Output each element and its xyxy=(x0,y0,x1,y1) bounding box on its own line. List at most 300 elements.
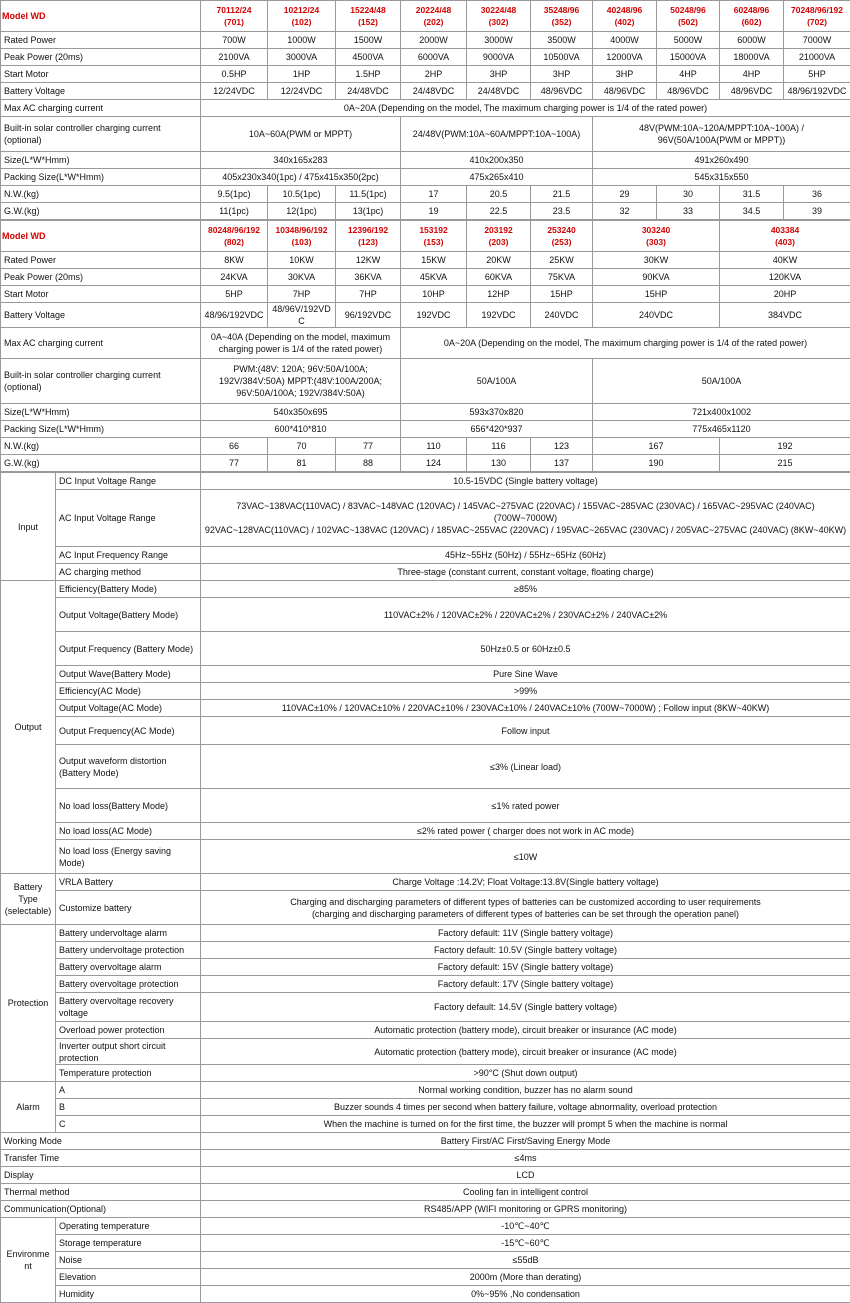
cell: 700W xyxy=(201,32,268,49)
cell: 12000VA xyxy=(593,49,657,66)
gw-row xyxy=(1,203,850,220)
spec-row xyxy=(1,823,850,840)
cell: 192VDC xyxy=(467,303,531,328)
cell: 240VDC xyxy=(593,303,720,328)
spec-row xyxy=(1,1167,850,1184)
cell: 4500VA xyxy=(336,49,401,66)
cell: 775x465x1120 xyxy=(593,421,850,438)
nw-row xyxy=(1,186,850,203)
row-label: Communication(Optional) xyxy=(1,1201,201,1218)
battery-voltage-row xyxy=(1,83,850,100)
cell: 5HP xyxy=(784,66,850,83)
row-label: Output Wave(Battery Mode) xyxy=(56,666,201,683)
start-motor-row xyxy=(1,66,850,83)
model-cell: 35248/96 (352) xyxy=(531,1,593,32)
cell: 190 xyxy=(593,455,720,472)
spec-row xyxy=(1,490,850,547)
model-cell: 403384 (403) xyxy=(720,221,850,252)
cell: Factory default: 15V (Single battery voltage) xyxy=(201,959,850,976)
cell: 48V(PWM:10A~120A/MPPT:10A~100A) / 96V(50A/100A(PWM or MPPT)) xyxy=(593,117,850,152)
cell: 30KVA xyxy=(268,269,336,286)
solar-row xyxy=(1,117,850,152)
cell: 75KVA xyxy=(531,269,593,286)
cell: 30 xyxy=(657,186,720,203)
spec-row xyxy=(1,683,850,700)
section-label-environment: Environment xyxy=(1,1218,56,1303)
model-cell: 10348/96/192 (103) xyxy=(268,221,336,252)
row-label: AC Input Frequency Range xyxy=(56,547,201,564)
cell: 215 xyxy=(720,455,850,472)
model-cell: 15224/48 (152) xyxy=(336,1,401,32)
spec-row xyxy=(1,564,850,581)
spec-row xyxy=(1,581,850,598)
cell: 19 xyxy=(401,203,467,220)
row-label: DC Input Voltage Range xyxy=(56,473,201,490)
cell: 21.5 xyxy=(531,186,593,203)
cell: 120KVA xyxy=(720,269,850,286)
cell: 491x260x490 xyxy=(593,152,850,169)
spec-row xyxy=(1,717,850,745)
cell: -15℃~60℃ xyxy=(201,1235,850,1252)
row-label: Inverter output short circuit protection xyxy=(56,1039,201,1065)
rated-power-row xyxy=(1,252,850,269)
section-label-battery-type: Battery Type (selectable) xyxy=(1,874,56,925)
cell: ≤3% (Linear load) xyxy=(201,745,850,789)
row-label: Efficiency(AC Mode) xyxy=(56,683,201,700)
row-label: Thermal method xyxy=(1,1184,201,1201)
cell: 3HP xyxy=(531,66,593,83)
cell: RS485/APP (WIFI monitoring or GPRS monitoring) xyxy=(201,1201,850,1218)
spec-row xyxy=(1,1201,850,1218)
cell: 45Hz~55Hz (50Hz) / 55Hz~65Hz (60Hz) xyxy=(201,547,850,564)
cell: 29 xyxy=(593,186,657,203)
cell: 12(1pc) xyxy=(268,203,336,220)
cell: 475x265x410 xyxy=(401,169,593,186)
cell: >99% xyxy=(201,683,850,700)
row-label: Built-in solar controller charging current (optional) xyxy=(1,359,201,404)
cell: 2HP xyxy=(401,66,467,83)
spec-row xyxy=(1,666,850,683)
row-label: Efficiency(Battery Mode) xyxy=(56,581,201,598)
spec-row xyxy=(1,473,850,490)
cell: 48/96VDC xyxy=(531,83,593,100)
cell: 0.5HP xyxy=(201,66,268,83)
model-cell: 20224/48 (202) xyxy=(401,1,467,32)
model-cell: 153192 (153) xyxy=(401,221,467,252)
cell: Charge Voltage :14.2V; Float Voltage:13.8V(Single battery voltage) xyxy=(201,874,850,891)
peak-power-row xyxy=(1,269,850,286)
row-label: Size(L*W*Hmm) xyxy=(1,152,201,169)
cell: 721x400x1002 xyxy=(593,404,850,421)
cell: 4HP xyxy=(657,66,720,83)
cell: 60KVA xyxy=(467,269,531,286)
spec-table-common xyxy=(0,472,850,1303)
row-label: C xyxy=(56,1116,201,1133)
cell: 25KW xyxy=(531,252,593,269)
cell: 3500W xyxy=(531,32,593,49)
cell: 20KW xyxy=(467,252,531,269)
cell: 12/24VDC xyxy=(268,83,336,100)
cell: 50A/100A xyxy=(401,359,593,404)
spec-row xyxy=(1,1022,850,1039)
cell: ≤55dB xyxy=(201,1252,850,1269)
cell: 15HP xyxy=(593,286,720,303)
cell: Charging and discharging parameters of different types of batteries can be customized according to user requirements (charging and discharging parameters of different types of batteries can be set through the operation panel) xyxy=(201,891,850,925)
cell: 10HP xyxy=(401,286,467,303)
model-cell: 253240 (253) xyxy=(531,221,593,252)
cell: 7HP xyxy=(336,286,401,303)
cell: 137 xyxy=(531,455,593,472)
section-label-protection: Protection xyxy=(1,925,56,1082)
spec-row xyxy=(1,1184,850,1201)
spec-row xyxy=(1,547,850,564)
cell: 39 xyxy=(784,203,850,220)
cell: 1HP xyxy=(268,66,336,83)
cell: 11.5(1pc) xyxy=(336,186,401,203)
spec-row xyxy=(1,891,850,925)
cell: 3000W xyxy=(467,32,531,49)
row-label: Battery Voltage xyxy=(1,83,201,100)
model-label: Model WD xyxy=(1,221,201,252)
row-label: Size(L*W*Hmm) xyxy=(1,404,201,421)
size-row xyxy=(1,404,850,421)
cell: 81 xyxy=(268,455,336,472)
cell: 10.5-15VDC (Single battery voltage) xyxy=(201,473,850,490)
model-cell: 12396/192 (123) xyxy=(336,221,401,252)
cell: 240VDC xyxy=(531,303,593,328)
cell: Cooling fan in intelligent control xyxy=(201,1184,850,1201)
cell: 540x350x695 xyxy=(201,404,401,421)
cell: 110 xyxy=(401,438,467,455)
row-label: Rated Power xyxy=(1,252,201,269)
cell: 545x315x550 xyxy=(593,169,850,186)
cell: Battery First/AC First/Saving Energy Mode xyxy=(201,1133,850,1150)
row-label: No load loss(Battery Mode) xyxy=(56,789,201,823)
cell: 15000VA xyxy=(657,49,720,66)
model-cell: 203192 (203) xyxy=(467,221,531,252)
row-label: Working Mode xyxy=(1,1133,201,1150)
size-row xyxy=(1,152,850,169)
cell: 192 xyxy=(720,438,850,455)
cell: 15HP xyxy=(531,286,593,303)
row-label: Display xyxy=(1,1167,201,1184)
cell: 24/48VDC xyxy=(401,83,467,100)
cell: 340x165x283 xyxy=(201,152,401,169)
row-label: Packing Size(L*W*Hmm) xyxy=(1,169,201,186)
model-cell: 70112/24 (701) xyxy=(201,1,268,32)
spec-row xyxy=(1,598,850,632)
cell: 0A~20A (Depending on the model, The maximum charging power is 1/4 of the rated power) xyxy=(201,100,850,117)
cell: When the machine is turned on for the first time, the buzzer will prompt 5 when the machine is normal xyxy=(201,1116,850,1133)
cell: 45KVA xyxy=(401,269,467,286)
row-label: Transfer Time xyxy=(1,1150,201,1167)
spec-row xyxy=(1,1065,850,1082)
cell: 3000VA xyxy=(268,49,336,66)
cell: 405x230x340(1pc) / 475x415x350(2pc) xyxy=(201,169,401,186)
cell: Factory default: 11V (Single battery voltage) xyxy=(201,925,850,942)
cell: >90°C (Shut down output) xyxy=(201,1065,850,1082)
cell: 88 xyxy=(336,455,401,472)
row-label: A xyxy=(56,1082,201,1099)
cell: 50Hz±0.5 or 60Hz±0.5 xyxy=(201,632,850,666)
row-label: N.W.(kg) xyxy=(1,186,201,203)
model-cell: 70248/96/192 (702) xyxy=(784,1,850,32)
gw-row xyxy=(1,455,850,472)
cell: 2000m (More than derating) xyxy=(201,1269,850,1286)
cell: 13(1pc) xyxy=(336,203,401,220)
cell: 600*410*810 xyxy=(201,421,401,438)
cell: LCD xyxy=(201,1167,850,1184)
packing-row xyxy=(1,421,850,438)
cell: 4HP xyxy=(720,66,784,83)
spec-row xyxy=(1,1252,850,1269)
cell: 167 xyxy=(593,438,720,455)
cell: Factory default: 14.5V (Single battery voltage) xyxy=(201,993,850,1022)
cell: 593x370x820 xyxy=(401,404,593,421)
cell: 24KVA xyxy=(201,269,268,286)
spec-row xyxy=(1,1039,850,1065)
cell: 17 xyxy=(401,186,467,203)
spec-table-group2 xyxy=(0,220,850,472)
row-label: Output Voltage(AC Mode) xyxy=(56,700,201,717)
model-cell: 50248/96 (502) xyxy=(657,1,720,32)
cell: 116 xyxy=(467,438,531,455)
cell: 110VAC±10% / 120VAC±10% / 220VAC±10% / 230VAC±10% / 240VAC±10% (700W~7000W) ; Follow input (8KW~40KW) xyxy=(201,700,850,717)
cell: 5000W xyxy=(657,32,720,49)
row-label: G.W.(kg) xyxy=(1,455,201,472)
rated-power-row xyxy=(1,32,850,49)
cell: 6000VA xyxy=(401,49,467,66)
spec-row xyxy=(1,874,850,891)
cell: 1500W xyxy=(336,32,401,49)
max-ac-row xyxy=(1,100,850,117)
cell: 3HP xyxy=(467,66,531,83)
cell: 2000W xyxy=(401,32,467,49)
spec-row xyxy=(1,632,850,666)
row-label: AC Input Voltage Range xyxy=(56,490,201,547)
row-label: Overload power protection xyxy=(56,1022,201,1039)
cell: 20.5 xyxy=(467,186,531,203)
cell: 656*420*937 xyxy=(401,421,593,438)
cell: 24/48VDC xyxy=(467,83,531,100)
cell: 10.5(1pc) xyxy=(268,186,336,203)
row-label: Packing Size(L*W*Hmm) xyxy=(1,421,201,438)
spec-row xyxy=(1,700,850,717)
cell: Buzzer sounds 4 times per second when battery failure, voltage abnormality, overload protection xyxy=(201,1099,850,1116)
row-label: Rated Power xyxy=(1,32,201,49)
row-label: Output Frequency(AC Mode) xyxy=(56,717,201,745)
cell: 110VAC±2% / 120VAC±2% / 220VAC±2% / 230VAC±2% / 240VAC±2% xyxy=(201,598,850,632)
row-label: Max AC charging current xyxy=(1,328,201,359)
model-label: Model WD xyxy=(1,1,201,32)
row-label: Battery Voltage xyxy=(1,303,201,328)
model-cell: 10212/24 (102) xyxy=(268,1,336,32)
cell: 66 xyxy=(201,438,268,455)
model-cell: 303240 (303) xyxy=(593,221,720,252)
cell: PWM:(48V: 120A; 96V:50A/100A; 192V/384V:50A) MPPT:(48V:100A/200A; 96V:50A/100A; 192V/384V:50A) xyxy=(201,359,401,404)
cell: ≤2% rated power ( charger does not work in AC mode) xyxy=(201,823,850,840)
cell: -10℃~40℃ xyxy=(201,1218,850,1235)
cell: 8KW xyxy=(201,252,268,269)
cell: 34.5 xyxy=(720,203,784,220)
cell: 9000VA xyxy=(467,49,531,66)
cell: 77 xyxy=(201,455,268,472)
cell: 9.5(1pc) xyxy=(201,186,268,203)
cell: 3HP xyxy=(593,66,657,83)
spec-row xyxy=(1,1286,850,1303)
row-label: N.W.(kg) xyxy=(1,438,201,455)
section-label-input: Input xyxy=(1,473,56,581)
spec-row xyxy=(1,942,850,959)
cell: 48/96VDC xyxy=(720,83,784,100)
cell: 10A~60A(PWM or MPPT) xyxy=(201,117,401,152)
row-label: Output Frequency (Battery Mode) xyxy=(56,632,201,666)
spec-row xyxy=(1,745,850,789)
cell: Pure Sine Wave xyxy=(201,666,850,683)
row-label: Battery overvoltage protection xyxy=(56,976,201,993)
cell: Automatic protection (battery mode), circuit breaker or insurance (AC mode) xyxy=(201,1039,850,1065)
cell: 36 xyxy=(784,186,850,203)
cell: 7HP xyxy=(268,286,336,303)
packing-row xyxy=(1,169,850,186)
spec-table-group1 xyxy=(0,0,850,220)
cell: Follow input xyxy=(201,717,850,745)
spec-row xyxy=(1,840,850,874)
spec-row xyxy=(1,993,850,1022)
row-label: Humidity xyxy=(56,1286,201,1303)
cell: 0%~95% ,No condensation xyxy=(201,1286,850,1303)
cell: 12HP xyxy=(467,286,531,303)
row-label: No load loss(AC Mode) xyxy=(56,823,201,840)
cell: 32 xyxy=(593,203,657,220)
row-label: Start Motor xyxy=(1,66,201,83)
spec-row xyxy=(1,1235,850,1252)
cell: 24/48V(PWM:10A~60A/MPPT:10A~100A) xyxy=(401,117,593,152)
spec-row xyxy=(1,925,850,942)
cell: 10KW xyxy=(268,252,336,269)
cell: 12KW xyxy=(336,252,401,269)
model-cell: 60248/96 (602) xyxy=(720,1,784,32)
row-label: Max AC charging current xyxy=(1,100,201,117)
row-label: Battery overvoltage recovery voltage xyxy=(56,993,201,1022)
row-label: Operating temperature xyxy=(56,1218,201,1235)
row-label: Peak Power (20ms) xyxy=(1,49,201,66)
spec-row xyxy=(1,1133,850,1150)
cell: 96/192VDC xyxy=(336,303,401,328)
cell: ≤1% rated power xyxy=(201,789,850,823)
start-motor-row xyxy=(1,286,850,303)
model-row xyxy=(1,1,850,32)
cell: 24/48VDC xyxy=(336,83,401,100)
cell: 36KVA xyxy=(336,269,401,286)
cell: Automatic protection (battery mode), circuit breaker or insurance (AC mode) xyxy=(201,1022,850,1039)
cell: 11(1pc) xyxy=(201,203,268,220)
cell: 31.5 xyxy=(720,186,784,203)
cell: 124 xyxy=(401,455,467,472)
cell: Normal working condition, buzzer has no alarm sound xyxy=(201,1082,850,1099)
cell: Factory default: 17V (Single battery voltage) xyxy=(201,976,850,993)
cell: 48/96VDC xyxy=(593,83,657,100)
cell: 384VDC xyxy=(720,303,850,328)
cell: 50A/100A xyxy=(593,359,850,404)
spec-row xyxy=(1,1082,850,1099)
cell: 10500VA xyxy=(531,49,593,66)
cell: 48/96VDC xyxy=(657,83,720,100)
cell: 2100VA xyxy=(201,49,268,66)
row-label: Battery undervoltage alarm xyxy=(56,925,201,942)
cell: 130 xyxy=(467,455,531,472)
cell: 30KW xyxy=(593,252,720,269)
cell: ≤4ms xyxy=(201,1150,850,1167)
spec-row xyxy=(1,789,850,823)
cell: 410x200x350 xyxy=(401,152,593,169)
row-label: VRLA Battery xyxy=(56,874,201,891)
cell: ≤10W xyxy=(201,840,850,874)
model-row xyxy=(1,221,850,252)
cell: 7000W xyxy=(784,32,850,49)
row-label: Output Voltage(Battery Mode) xyxy=(56,598,201,632)
cell: 0A~40A (Depending on the model, maximum charging power is 1/4 of the rated power) xyxy=(201,328,401,359)
spec-row xyxy=(1,1099,850,1116)
spec-row xyxy=(1,1218,850,1235)
cell: 4000W xyxy=(593,32,657,49)
row-label: Battery overvoltage alarm xyxy=(56,959,201,976)
row-label: Built-in solar controller charging current (optional) xyxy=(1,117,201,152)
spec-row xyxy=(1,1269,850,1286)
cell: 1000W xyxy=(268,32,336,49)
row-label: Peak Power (20ms) xyxy=(1,269,201,286)
model-cell: 40248/96 (402) xyxy=(593,1,657,32)
cell: 123 xyxy=(531,438,593,455)
cell: 21000VA xyxy=(784,49,850,66)
cell: 77 xyxy=(336,438,401,455)
cell: Factory default: 10.5V (Single battery voltage) xyxy=(201,942,850,959)
nw-row xyxy=(1,438,850,455)
row-label: AC charging method xyxy=(56,564,201,581)
cell: 192VDC xyxy=(401,303,467,328)
row-label: Storage temperature xyxy=(56,1235,201,1252)
cell: 40KW xyxy=(720,252,850,269)
cell: 90KVA xyxy=(593,269,720,286)
cell: 18000VA xyxy=(720,49,784,66)
cell: 22.5 xyxy=(467,203,531,220)
spec-row xyxy=(1,1150,850,1167)
cell: 6000W xyxy=(720,32,784,49)
model-cell: 30224/48 (302) xyxy=(467,1,531,32)
max-ac-row xyxy=(1,328,850,359)
model-cell: 80248/96/192 (802) xyxy=(201,221,268,252)
cell: 5HP xyxy=(201,286,268,303)
row-label: B xyxy=(56,1099,201,1116)
row-label: Start Motor xyxy=(1,286,201,303)
cell: 20HP xyxy=(720,286,850,303)
solar-row xyxy=(1,359,850,404)
row-label: G.W.(kg) xyxy=(1,203,201,220)
section-label-output: Output xyxy=(1,581,56,874)
cell: 1.5HP xyxy=(336,66,401,83)
row-label: No load loss (Energy saving Mode) xyxy=(56,840,201,874)
row-label: Customize battery xyxy=(56,891,201,925)
peak-power-row xyxy=(1,49,850,66)
cell: 12/24VDC xyxy=(201,83,268,100)
row-label: Elevation xyxy=(56,1269,201,1286)
cell: 15KW xyxy=(401,252,467,269)
cell: 48/96/192VDC xyxy=(201,303,268,328)
cell: Three-stage (constant current, constant voltage, floating charge) xyxy=(201,564,850,581)
cell: ≥85% xyxy=(201,581,850,598)
row-label: Output waveform distortion (Battery Mode) xyxy=(56,745,201,789)
row-label: Battery undervoltage protection xyxy=(56,942,201,959)
